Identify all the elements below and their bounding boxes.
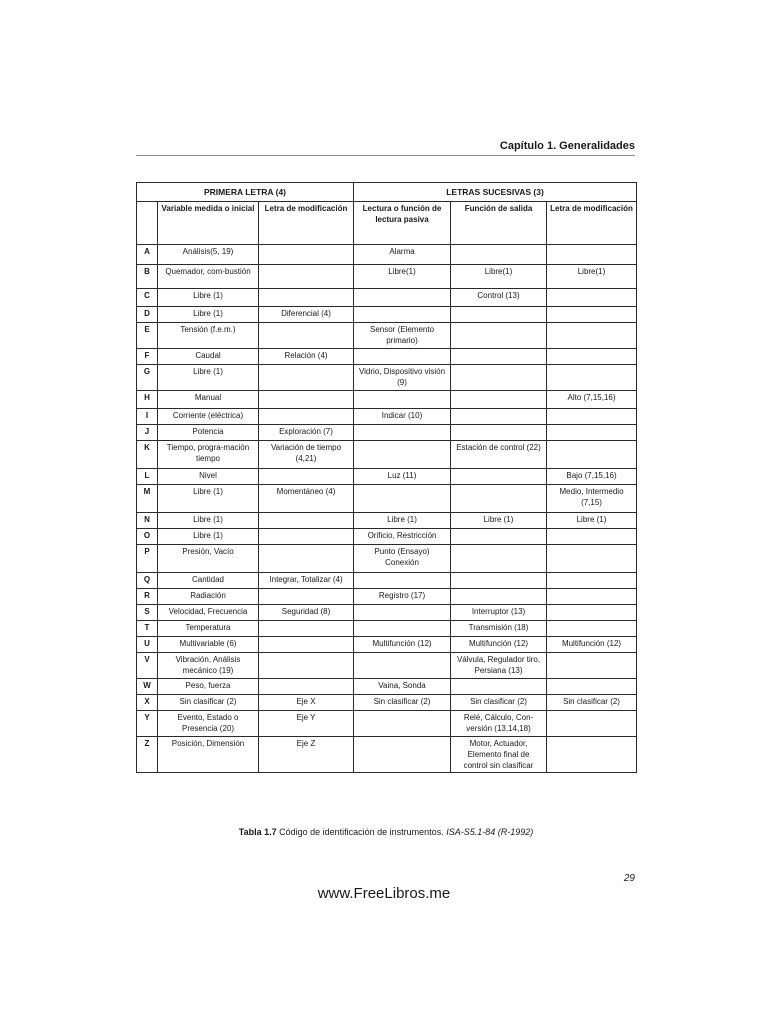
table-cell bbox=[259, 589, 354, 605]
table-cell bbox=[354, 737, 451, 773]
table-cell bbox=[451, 573, 547, 589]
table-row bbox=[137, 695, 637, 711]
table-row bbox=[137, 391, 637, 409]
table-cell: Libre (1) bbox=[547, 513, 637, 529]
row-letter: L bbox=[137, 469, 158, 485]
table-cell: Caudal bbox=[158, 349, 259, 365]
table-cell bbox=[547, 573, 637, 589]
row-letter: S bbox=[137, 605, 158, 621]
table-cell bbox=[547, 409, 637, 425]
table-cell: Tensión (f.e.m.) bbox=[158, 323, 259, 349]
table-cell: Libre (1) bbox=[451, 513, 547, 529]
table-cell: Motor, Actuador, Elemento final de control sin clasificar bbox=[451, 737, 547, 773]
table-row bbox=[137, 265, 637, 289]
table-cell: Vaina, Sonda bbox=[354, 679, 451, 695]
table-cell: Diferencial (4) bbox=[259, 307, 354, 323]
table-cell: Cantidad bbox=[158, 573, 259, 589]
table-cell bbox=[451, 307, 547, 323]
table-cell bbox=[547, 653, 637, 679]
table-cell: Válvula, Regulador tiro, Persiana (13) bbox=[451, 653, 547, 679]
table-row bbox=[137, 409, 637, 425]
table-cell bbox=[259, 529, 354, 545]
table-cell bbox=[547, 737, 637, 773]
row-letter: T bbox=[137, 621, 158, 637]
table-cell: Multifunción (12) bbox=[354, 637, 451, 653]
table-row bbox=[137, 653, 637, 679]
table-body bbox=[137, 245, 637, 773]
table-cell bbox=[354, 289, 451, 307]
column-header-first-modifier: Letra de modificación bbox=[259, 202, 354, 245]
table-cell bbox=[259, 245, 354, 265]
table-cell: Potencia bbox=[158, 425, 259, 441]
table-row bbox=[137, 469, 637, 485]
table-row bbox=[137, 589, 637, 605]
table-cell bbox=[259, 265, 354, 289]
row-letter: J bbox=[137, 425, 158, 441]
table-cell: Luz (11) bbox=[354, 469, 451, 485]
table-cell: Libre (1) bbox=[158, 529, 259, 545]
table-row bbox=[137, 245, 637, 265]
table-cell bbox=[451, 529, 547, 545]
row-letter: R bbox=[137, 589, 158, 605]
table-cell: Temperatura bbox=[158, 621, 259, 637]
table-cell bbox=[259, 289, 354, 307]
table-cell bbox=[547, 545, 637, 573]
header-divider bbox=[136, 155, 635, 156]
table-cell bbox=[451, 245, 547, 265]
row-letter: Y bbox=[137, 711, 158, 737]
table-cell bbox=[547, 349, 637, 365]
row-letter: N bbox=[137, 513, 158, 529]
table-cell: Medio, Intermedio (7,15) bbox=[547, 485, 637, 513]
row-letter: B bbox=[137, 265, 158, 289]
group-header-successive-letters: LETRAS SUCESIVAS (3) bbox=[354, 183, 637, 202]
table-row bbox=[137, 737, 637, 773]
table-cell: Multifunción (12) bbox=[451, 637, 547, 653]
table-cell: Sensor (Elemento primario) bbox=[354, 323, 451, 349]
column-header-output-function: Función de salida bbox=[451, 202, 547, 245]
table-cell: Libre(1) bbox=[547, 265, 637, 289]
table-cell bbox=[547, 679, 637, 695]
table-cell: Libre (1) bbox=[158, 365, 259, 391]
row-letter: O bbox=[137, 529, 158, 545]
row-letter: C bbox=[137, 289, 158, 307]
table-cell bbox=[259, 469, 354, 485]
table-cell: Sin clasificar (2) bbox=[547, 695, 637, 711]
table-row bbox=[137, 307, 637, 323]
table-cell: Vidrio, Dispositivo visión (9) bbox=[354, 365, 451, 391]
table-cell: Libre (1) bbox=[354, 513, 451, 529]
table-cell: Estación de control (22) bbox=[451, 441, 547, 469]
table-cell: Transmisión (18) bbox=[451, 621, 547, 637]
table-cell: Nivel bbox=[158, 469, 259, 485]
row-letter: V bbox=[137, 653, 158, 679]
table-cell: Sin clasificar (2) bbox=[158, 695, 259, 711]
table-row bbox=[137, 349, 637, 365]
table-cell: Integrar, Totalizar (4) bbox=[259, 573, 354, 589]
table-cell bbox=[547, 289, 637, 307]
table-cell: Sin clasificar (2) bbox=[354, 695, 451, 711]
table-row bbox=[137, 485, 637, 513]
table-cell bbox=[547, 621, 637, 637]
table-cell: Exploración (7) bbox=[259, 425, 354, 441]
table-cell: Relé, Cálculo, Con-versión (13,14,18) bbox=[451, 711, 547, 737]
table-cell bbox=[354, 349, 451, 365]
table-cell bbox=[354, 485, 451, 513]
caption-label: Tabla 1.7 bbox=[238, 827, 277, 837]
table-cell bbox=[354, 573, 451, 589]
table-cell: Libre(1) bbox=[354, 265, 451, 289]
table-cell bbox=[547, 323, 637, 349]
row-letter: P bbox=[137, 545, 158, 573]
table-cell bbox=[354, 621, 451, 637]
row-letter: U bbox=[137, 637, 158, 653]
table-cell: Seguridad (8) bbox=[259, 605, 354, 621]
table-cell bbox=[451, 679, 547, 695]
table-row bbox=[137, 711, 637, 737]
table-cell bbox=[354, 425, 451, 441]
table-cell: Presión, Vacío bbox=[158, 545, 259, 573]
table-row bbox=[137, 441, 637, 469]
table-cell bbox=[259, 365, 354, 391]
table-cell bbox=[354, 653, 451, 679]
caption-text: Código de identificación de instrumentos. bbox=[276, 827, 447, 837]
table-cell bbox=[547, 441, 637, 469]
table-cell: Momentáneo (4) bbox=[259, 485, 354, 513]
table-cell: Manual bbox=[158, 391, 259, 409]
table-cell: Tiempo, progra-mación tiempo bbox=[158, 441, 259, 469]
table-row bbox=[137, 323, 637, 349]
table-row bbox=[137, 573, 637, 589]
table-cell: Orificio, Restricción bbox=[354, 529, 451, 545]
instrument-code-table bbox=[136, 182, 637, 773]
table-row bbox=[137, 529, 637, 545]
table-row bbox=[137, 289, 637, 307]
table-cell bbox=[451, 589, 547, 605]
table-row bbox=[137, 621, 637, 637]
table-cell bbox=[547, 425, 637, 441]
row-letter: M bbox=[137, 485, 158, 513]
table-cell bbox=[547, 365, 637, 391]
table-cell bbox=[259, 679, 354, 695]
table-cell: Sin clasificar (2) bbox=[451, 695, 547, 711]
row-letter: W bbox=[137, 679, 158, 695]
table-cell bbox=[451, 469, 547, 485]
table-cell: Alarma bbox=[354, 245, 451, 265]
table-cell: Análisis(5, 19) bbox=[158, 245, 259, 265]
table-cell: Variación de tiempo (4,21) bbox=[259, 441, 354, 469]
table-cell bbox=[354, 441, 451, 469]
table-cell: Eje Z bbox=[259, 737, 354, 773]
table-cell bbox=[547, 245, 637, 265]
row-letter: A bbox=[137, 245, 158, 265]
column-header-measured-variable: Variable medida o inicial bbox=[158, 202, 259, 245]
table-cell bbox=[259, 391, 354, 409]
table-cell bbox=[259, 409, 354, 425]
group-header-first-letter: PRIMERA LETRA (4) bbox=[137, 183, 354, 202]
page-number: 29 bbox=[623, 873, 635, 884]
table-cell bbox=[354, 711, 451, 737]
table-cell: Libre(1) bbox=[451, 265, 547, 289]
table-cell: Alto (7,15,16) bbox=[547, 391, 637, 409]
table-cell: Multifunción (12) bbox=[547, 637, 637, 653]
table-cell: Bajo (7,15,16) bbox=[547, 469, 637, 485]
table-cell: Eje X bbox=[259, 695, 354, 711]
table-cell bbox=[547, 589, 637, 605]
table-cell bbox=[259, 323, 354, 349]
table-caption bbox=[136, 827, 636, 837]
table-cell bbox=[354, 391, 451, 409]
table-row bbox=[137, 679, 637, 695]
table-cell: Registro (17) bbox=[354, 589, 451, 605]
table-cell bbox=[547, 307, 637, 323]
table-cell: Peso, fuerza bbox=[158, 679, 259, 695]
table-row bbox=[137, 513, 637, 529]
table-cell bbox=[451, 365, 547, 391]
table-cell bbox=[259, 637, 354, 653]
row-letter: E bbox=[137, 323, 158, 349]
table-row bbox=[137, 365, 637, 391]
table-cell bbox=[451, 323, 547, 349]
table-cell: Libre (1) bbox=[158, 307, 259, 323]
table-cell bbox=[547, 529, 637, 545]
table-cell: Control (13) bbox=[451, 289, 547, 307]
footer-url: www.FreeLibros.me bbox=[317, 885, 451, 902]
table-cell bbox=[354, 605, 451, 621]
table-cell bbox=[259, 653, 354, 679]
table-cell: Corriente (eléctrica) bbox=[158, 409, 259, 425]
table-cell: Velocidad, Frecuencia bbox=[158, 605, 259, 621]
table-cell: Multivariable (6) bbox=[158, 637, 259, 653]
table-cell: Interruptor (13) bbox=[451, 605, 547, 621]
chapter-header: Capítulo 1. Generalidades bbox=[499, 140, 635, 152]
table-cell bbox=[547, 605, 637, 621]
table-cell bbox=[259, 621, 354, 637]
caption-reference: ISA-S5.1-84 (R-1992) bbox=[446, 827, 534, 837]
row-letter: D bbox=[137, 307, 158, 323]
table-cell: Relación (4) bbox=[259, 349, 354, 365]
table-cell bbox=[547, 711, 637, 737]
table-cell: Eje Y bbox=[259, 711, 354, 737]
table-cell: Libre (1) bbox=[158, 289, 259, 307]
table-cell bbox=[451, 545, 547, 573]
table-row bbox=[137, 605, 637, 621]
table-cell: Evento, Estado o Presencia (20) bbox=[158, 711, 259, 737]
table-cell bbox=[451, 349, 547, 365]
table-cell: Libre (1) bbox=[158, 485, 259, 513]
column-header-second-modifier: Letra de modificación bbox=[547, 202, 637, 245]
table-cell bbox=[451, 485, 547, 513]
table-row bbox=[137, 545, 637, 573]
table-cell: Libre (1) bbox=[158, 513, 259, 529]
row-letter: Z bbox=[137, 737, 158, 773]
table-row bbox=[137, 637, 637, 653]
table-cell: Vibración, Análisis mecánico (19) bbox=[158, 653, 259, 679]
table-cell bbox=[354, 307, 451, 323]
row-letter: Q bbox=[137, 573, 158, 589]
row-letter: I bbox=[137, 409, 158, 425]
letter-column-header bbox=[137, 202, 158, 245]
table-cell: Punto (Ensayo) Conexión bbox=[354, 545, 451, 573]
table-row bbox=[137, 425, 637, 441]
table-cell: Posición, Dimensión bbox=[158, 737, 259, 773]
table-cell bbox=[259, 513, 354, 529]
table-cell bbox=[451, 391, 547, 409]
row-letter: H bbox=[137, 391, 158, 409]
row-letter: G bbox=[137, 365, 158, 391]
table-cell bbox=[451, 409, 547, 425]
table-cell: Indicar (10) bbox=[354, 409, 451, 425]
table-cell: Quemador, com-bustión bbox=[158, 265, 259, 289]
table-cell bbox=[451, 425, 547, 441]
row-letter: X bbox=[137, 695, 158, 711]
row-letter: K bbox=[137, 441, 158, 469]
table-cell bbox=[259, 545, 354, 573]
row-letter: F bbox=[137, 349, 158, 365]
column-header-readout: Lectura o función de lectura pasiva bbox=[354, 202, 451, 245]
table-cell: Radiación bbox=[158, 589, 259, 605]
